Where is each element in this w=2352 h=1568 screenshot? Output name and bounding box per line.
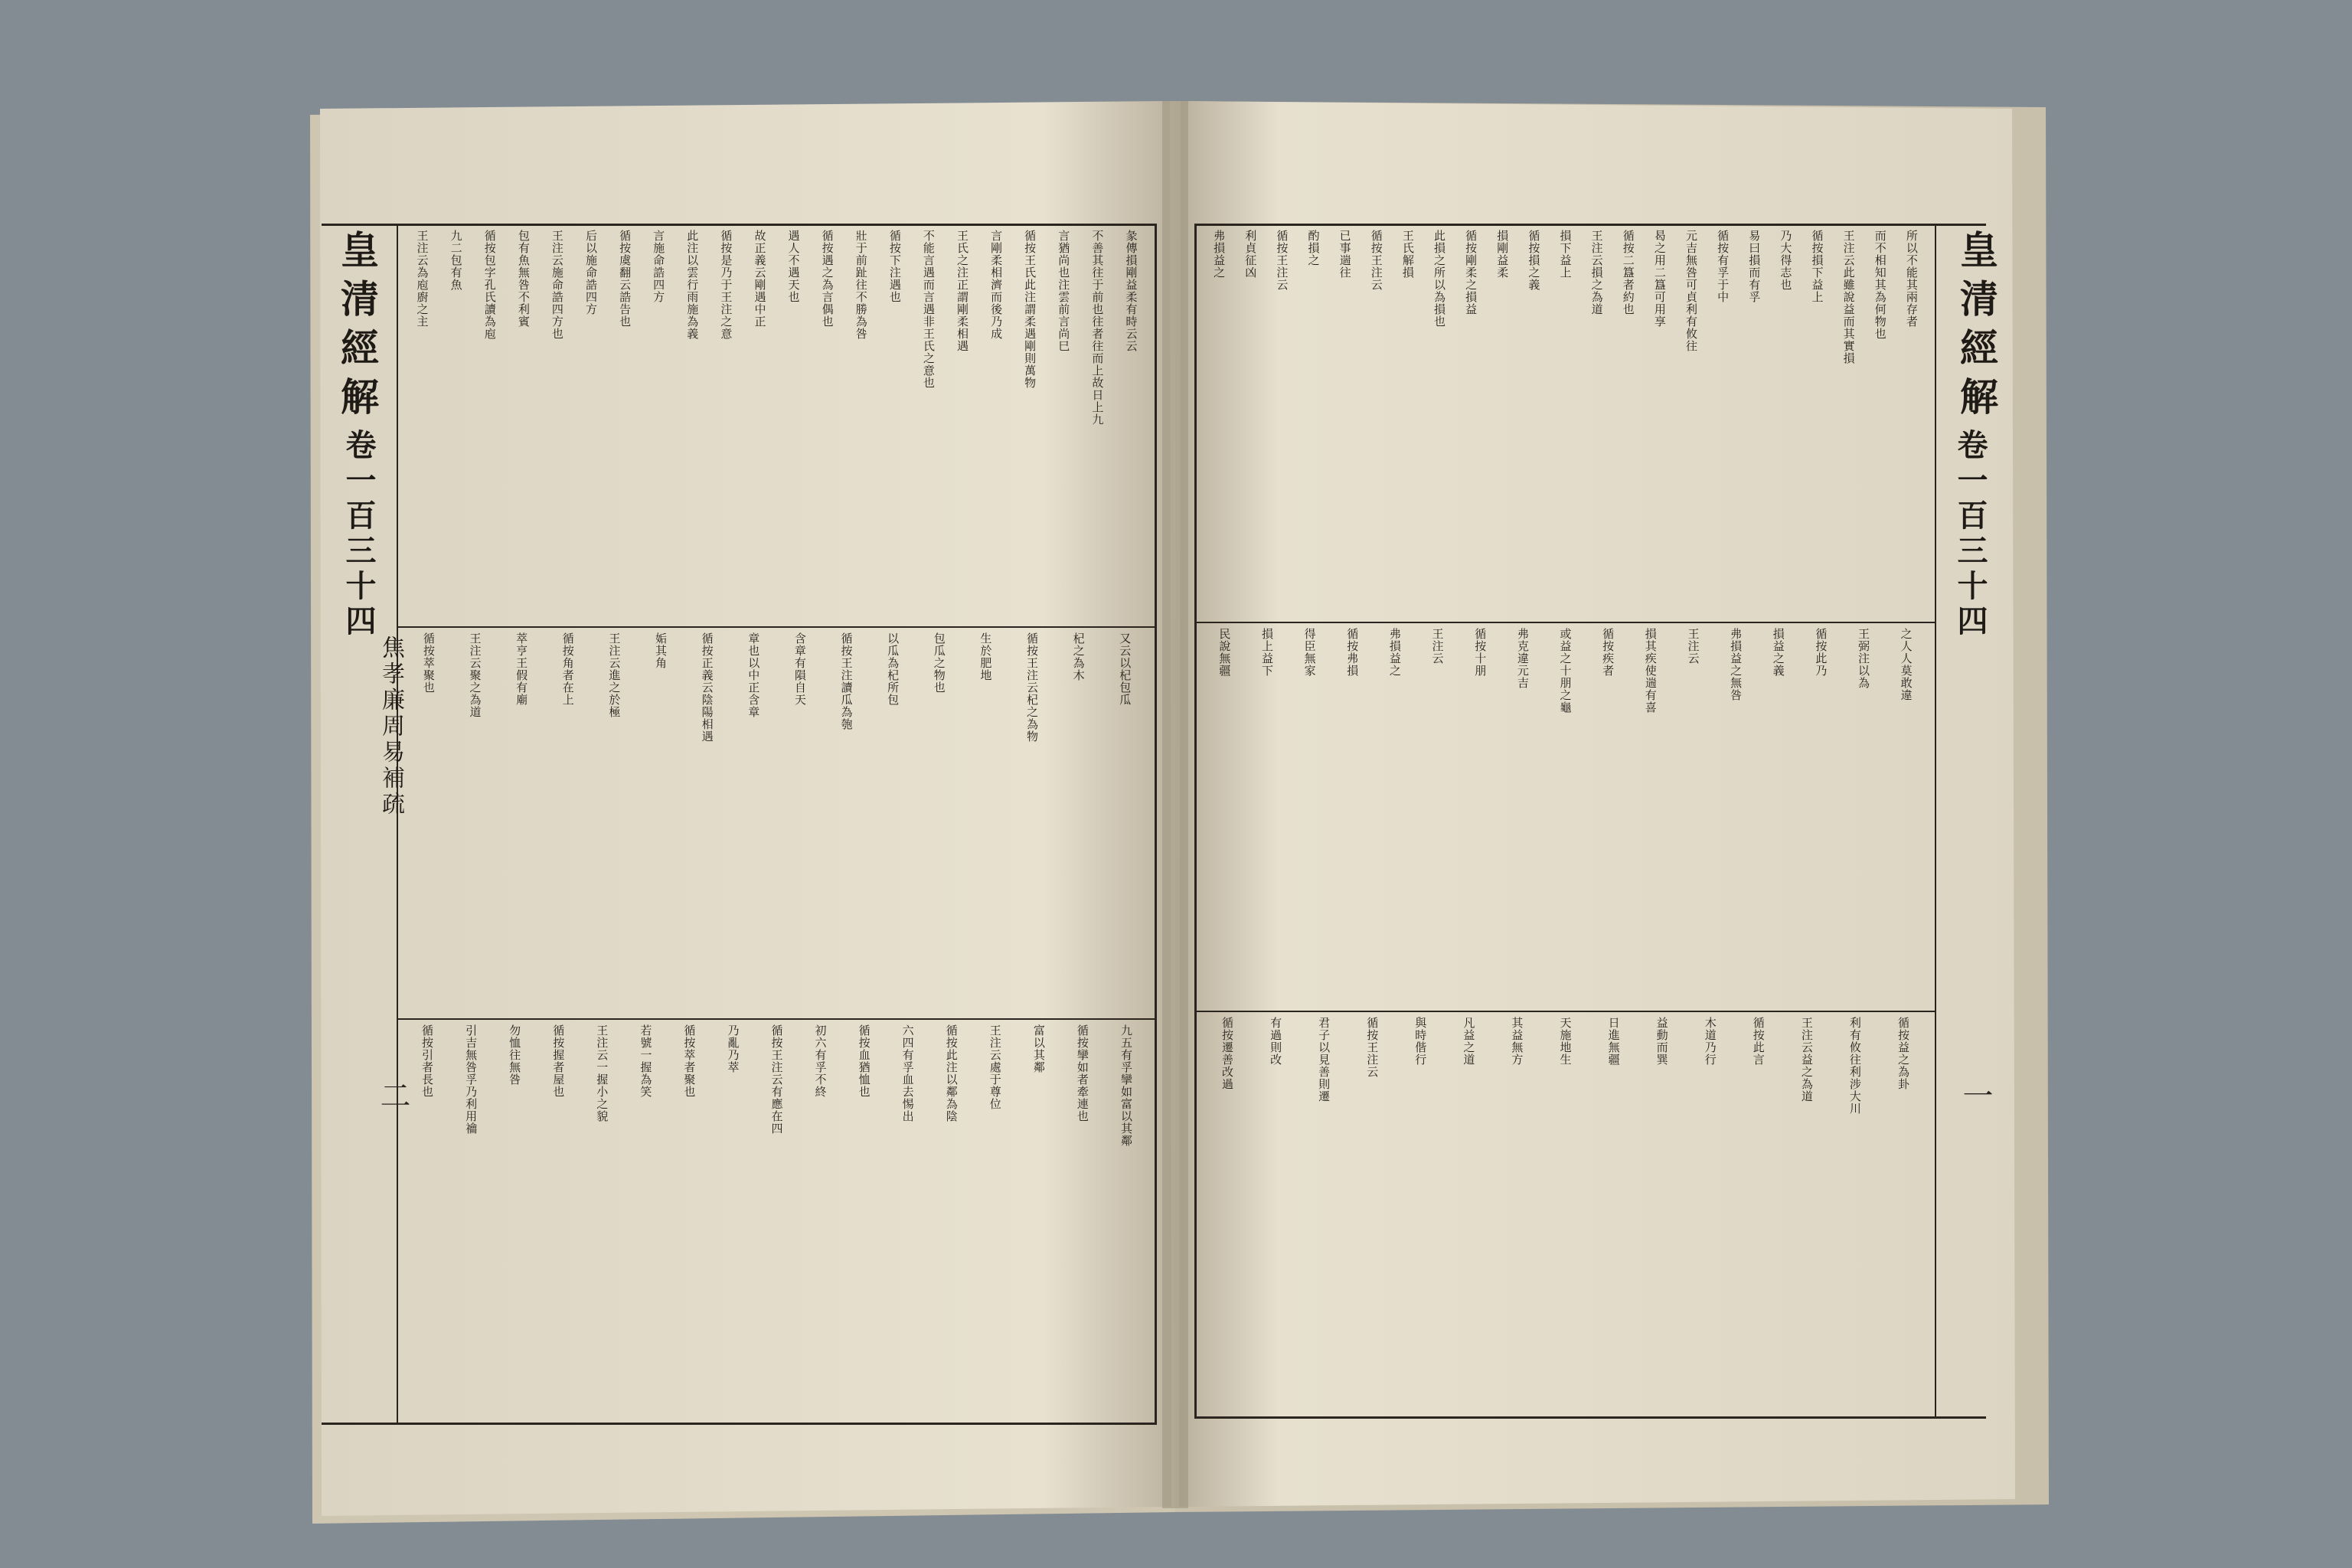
text-column: 損其疾使遄有喜	[1643, 628, 1658, 714]
text-column: 循按王注云杞之為物	[1024, 632, 1039, 743]
text-column: 而不相知其為何物也	[1873, 230, 1887, 340]
text-column: 姤其角	[653, 632, 668, 669]
right-header-title: 皇清經解	[1954, 230, 1999, 426]
text-column: 王弼注以為	[1857, 628, 1871, 689]
text-column: 言猶尚也注雲前言尚巳	[1057, 230, 1071, 352]
text-column: 之人人莫敢違	[1899, 628, 1913, 701]
left-header-title: 皇清經解	[335, 230, 380, 426]
text-column: 不能言遇而言遇非王氏之意也	[921, 230, 936, 389]
text-column: 弗損益之	[1387, 628, 1402, 677]
left-margin-rule	[397, 224, 398, 1425]
text-column: 民說無疆	[1217, 628, 1232, 677]
text-column: 富以其鄰	[1031, 1024, 1046, 1073]
text-column: 循按萃聚也	[421, 632, 436, 694]
right-frame-bottom	[1194, 1416, 1986, 1419]
text-column: 不善其往于前也往者往而上故日上九	[1090, 230, 1105, 426]
text-column: 循按虞翻云誥告也	[618, 230, 632, 328]
text-column: 益動而巽	[1655, 1017, 1669, 1066]
text-column: 循按損之義	[1527, 230, 1541, 291]
left-folio: 二	[375, 1080, 410, 1110]
text-column: 循按是乃于王注之意	[719, 230, 733, 340]
text-column: 壯于前趾往不勝為咎	[854, 230, 868, 340]
text-column: 易曰損而有孚	[1747, 230, 1762, 303]
text-column: 循按此言	[1751, 1017, 1766, 1066]
text-column: 循按王注云有應在四	[769, 1024, 784, 1135]
text-column: 章也以中正含章	[746, 632, 761, 718]
text-column: 包有魚無咎不利賓	[516, 230, 531, 328]
text-column: 循按此注以鄰為陰	[944, 1024, 959, 1122]
right-divider-2	[1197, 1011, 1935, 1012]
text-column: 酌損之	[1306, 230, 1321, 266]
text-column: 王注云此雖說益而其實損	[1841, 230, 1856, 364]
text-column: 以瓜為杞所包	[886, 632, 900, 706]
text-column: 弗損益之無咎	[1729, 628, 1743, 701]
text-column: 循按剛柔之損益	[1464, 230, 1478, 315]
text-column: 乃亂乃萃	[726, 1024, 740, 1073]
text-column: 言剛柔相濟而後乃成	[989, 230, 1004, 340]
text-column: 循按王注讀瓜為匏	[839, 632, 854, 730]
left-divider-1	[398, 626, 1156, 628]
text-column: 王氏解損	[1400, 230, 1415, 279]
text-column: 循按遷善改過	[1220, 1017, 1235, 1090]
text-column: 循按王注云	[1365, 1017, 1380, 1078]
text-column: 損下益上	[1558, 230, 1573, 279]
text-column: 包瓜之物也	[932, 632, 946, 694]
text-column: 或益之十朋之龜	[1558, 628, 1573, 714]
text-column: 循按王注云	[1275, 230, 1289, 291]
right-frame-left	[1194, 224, 1197, 1419]
text-column: 乃大得志也	[1779, 230, 1793, 291]
text-column: 曷之用二簋可用享	[1652, 230, 1667, 328]
text-column: 循按王氏此注謂柔遇剛則萬物	[1023, 230, 1037, 389]
text-column: 言施命誥四方	[652, 230, 666, 303]
left-author-line: 焦孝廉周易補疏	[377, 635, 404, 818]
text-column: 君子以見善則遷	[1317, 1017, 1331, 1102]
text-column: 已事遄往	[1338, 230, 1352, 279]
text-column: 王注云處于尊位	[988, 1024, 1002, 1110]
text-column: 循按有孚于中	[1716, 230, 1730, 303]
text-column: 王注云施命誥四方也	[550, 230, 564, 340]
text-column: 循按握者屋也	[551, 1024, 566, 1098]
text-column: 王氏之注正謂剛柔相遇	[956, 230, 969, 352]
text-column: 六四有孚血去惕出	[900, 1024, 915, 1122]
right-divider-1	[1197, 622, 1935, 623]
right-folio: 一	[1958, 1080, 1993, 1110]
text-column: 王注云進之於極	[607, 632, 622, 718]
text-column: 循按遇之為言偶也	[820, 230, 835, 328]
right-frame-top	[1194, 224, 1986, 226]
left-divider-2	[398, 1018, 1156, 1020]
text-column: 循按十朋	[1473, 628, 1488, 677]
text-column: 循按包字孔氏讀為庖	[482, 230, 497, 340]
text-column: 王注云益之為道	[1799, 1017, 1814, 1102]
text-column: 后以施命誥四方	[584, 230, 598, 315]
text-column: 勿恤往無咎	[508, 1024, 522, 1086]
text-column: 王注云一握小之貌	[595, 1024, 609, 1122]
text-column: 王注云損之為道	[1589, 230, 1604, 315]
text-column: 循按攣如者牽連也	[1075, 1024, 1089, 1122]
text-column: 循按萃者聚也	[682, 1024, 697, 1098]
text-column: 得臣無家	[1302, 628, 1317, 677]
text-column: 弗克違元吉	[1515, 628, 1530, 689]
text-column: 元吉無咎可貞利有攸往	[1684, 230, 1699, 352]
text-column: 九二包有魚	[449, 230, 463, 291]
left-header-volume: 卷一百三十四	[341, 429, 377, 640]
text-column: 王注云	[1686, 628, 1700, 665]
text-column: 所以不能其兩存者	[1904, 230, 1919, 328]
text-column: 循按角者在上	[560, 632, 575, 706]
text-column: 循按疾者	[1601, 628, 1615, 677]
text-column: 循按下注遇也	[887, 230, 902, 303]
text-column: 損剛益柔	[1495, 230, 1510, 279]
text-column: 循按益之為卦	[1896, 1017, 1910, 1090]
text-column: 循按弗損	[1345, 628, 1360, 677]
text-column: 王注云為庖廚之主	[415, 230, 430, 328]
gutter-shadow	[1162, 101, 1188, 1508]
left-frame-right	[1155, 224, 1157, 1425]
text-column: 損上益下	[1259, 628, 1274, 677]
text-column: 若號一握為笑	[639, 1024, 653, 1098]
text-column: 彖傳損剛益柔有時云云	[1124, 230, 1138, 352]
text-column: 利貞征凶	[1243, 230, 1258, 279]
text-column: 循按王注云	[1369, 230, 1383, 291]
text-column: 利有攸往利涉大川	[1847, 1017, 1862, 1115]
text-column: 王注云聚之為道	[468, 632, 482, 718]
text-column: 王注云	[1430, 628, 1445, 665]
text-column: 生於肥地	[978, 632, 993, 681]
text-column: 萃亨王假有廟	[514, 632, 529, 706]
text-column: 引吉無咎孚乃利用禴	[464, 1024, 479, 1135]
text-column: 遇人不遇天也	[786, 230, 801, 303]
right-margin-rule	[1935, 224, 1936, 1419]
text-column: 損益之義	[1771, 628, 1785, 677]
text-column: 初六有孚不終	[813, 1024, 828, 1098]
text-column: 與時偕行	[1413, 1017, 1428, 1066]
text-column: 此損之所以為損也	[1432, 230, 1446, 328]
text-column: 循按二簋者約也	[1621, 230, 1635, 315]
text-column: 日進無疆	[1606, 1017, 1621, 1066]
text-column: 循按此乃	[1814, 628, 1828, 677]
text-column: 故正義云剛遇中正	[753, 230, 767, 328]
text-column: 天施地生	[1558, 1017, 1573, 1066]
text-column: 九五有孚攣如富以其鄰	[1119, 1024, 1133, 1147]
text-column: 杞之為木	[1071, 632, 1086, 681]
text-column: 循按損下益上	[1810, 230, 1824, 303]
text-column: 其益無方	[1510, 1017, 1524, 1066]
text-column: 弗損益之	[1212, 230, 1227, 279]
text-column: 有過則改	[1269, 1017, 1283, 1066]
text-column: 循按引者長也	[420, 1024, 435, 1098]
left-frame-bottom	[322, 1423, 1156, 1425]
text-column: 又云以杞包瓜	[1118, 632, 1132, 706]
text-column: 循按血猶恤也	[857, 1024, 871, 1098]
left-frame-top	[322, 224, 1156, 226]
text-column: 凡益之道	[1462, 1017, 1476, 1066]
right-header-volume: 卷一百三十四	[1952, 429, 1988, 640]
text-column: 此注以雲行雨施為義	[685, 230, 700, 340]
text-column: 含章有隕自天	[792, 632, 807, 706]
text-column: 循按正義云陰陽相遇	[700, 632, 714, 743]
text-column: 木道乃行	[1703, 1017, 1717, 1066]
